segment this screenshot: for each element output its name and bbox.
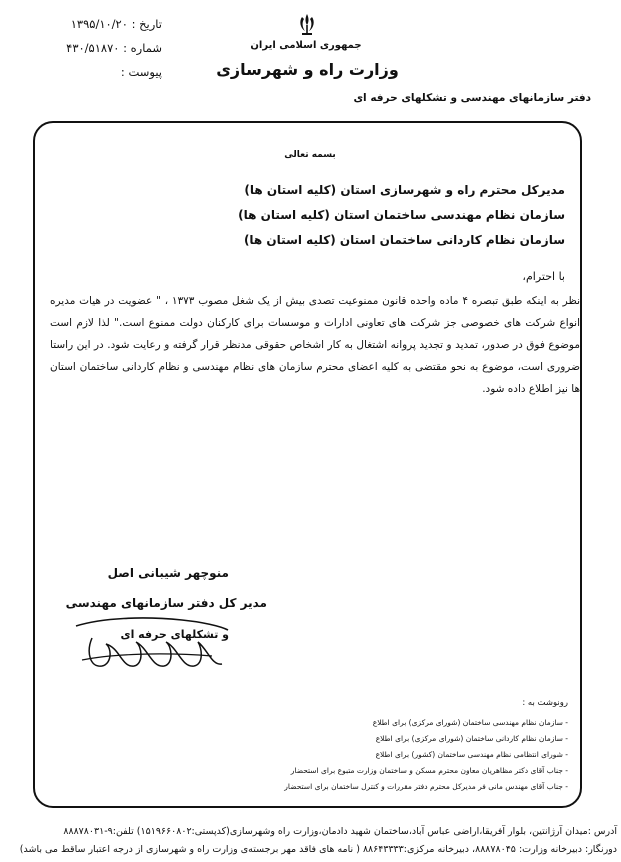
number-row <box>62 40 162 57</box>
office-title: دفتر سازمانهای مهندسی و تشکلهای حرفه ای <box>353 92 591 104</box>
handwritten-signature <box>72 608 232 678</box>
date-row <box>62 16 162 33</box>
salutation: با احترام، <box>522 270 565 283</box>
date-value: ۱۳۹۵/۱۰/۲۰ <box>70 17 128 31</box>
cc-item: - شورای انتظامی نظام مهندسی ساختمان (کشور) برای اطلاع <box>375 750 568 759</box>
republic-title: جمهوری اسلامی ایران <box>250 40 362 51</box>
number-label: شماره : <box>123 41 162 55</box>
cc-item: - سازمان نظام کاردانی ساختمان (شورای مرکزی) برای اطلاع <box>375 734 568 743</box>
footer-address: آدرس :میدان آرژانتین، بلوار آفریقا،اراضی عباس آباد،ساختمان شهید دادمان،وزارت راه وشهرسازی(کدپستی:۱۵۱۹۶۶۰۸۰۲) تلفن:۹-۸۸۸۷۸۰۳۱ <box>63 826 617 837</box>
signer-name: منوچهر شیبانی اصل <box>107 566 229 580</box>
date-label: تاریخ : <box>131 17 162 31</box>
iran-emblem-icon <box>296 12 318 38</box>
attachment-label: پیوست : <box>120 65 162 79</box>
ministry-title: وزارت راه و شهرسازی <box>216 60 399 79</box>
letter-body: نظر به اینکه طبق تبصره ۴ ماده واحده قانون ممنوعیت تصدی بیش از یک شغل مصوب ۱۳۷۳ ، " عضویت در هیات مدیره انواع شرکت های خصوصی جز شرکت های تعاونی ادارات و موسسات برای کارکنان دولت ممنوع است." لذا لازم است موضوع فوق در صدور، تمدید و تجدید پروانه اشتغال به کار اشخاص حقوقی مدنظر قرار گرفته و رعایت شود. در این راستا ضروری است، موضوع به نحو مقتضی به کلیه اعضای محترم سازمان های نظام مهندسی و نظام کاردانی ساختمان استان ها نیز اطلاع داده شود. <box>50 295 580 395</box>
basmala: بسمه تعالی <box>284 150 336 160</box>
signer-title: مدیر کل دفتر سازمانهای مهندسی <box>65 596 267 610</box>
footer-registry: دورنگار: دبیرخانه وزارت: ۸۸۸۷۸۰۴۵، دبیرخانه مرکزی:۸۸۶۴۳۳۳۳ ( نامه های فاقد مهر برجسته‌ی وزارت راه و شهرسازی از درجه اعتبار ساقط می باشد) <box>19 844 617 855</box>
signer-title-line2: و تشکلهای حرفه ای <box>120 628 229 641</box>
footer <box>4 823 617 859</box>
cc-item: - سازمان نظام مهندسی ساختمان (شورای مرکزی) برای اطلاع <box>372 718 568 727</box>
addressee-line: سازمان نظام مهندسی ساختمان استان (کلیه استان ها) <box>238 208 565 222</box>
cc-list <box>168 715 568 795</box>
addressee-line: مدیرکل محترم راه و شهرسازی استان (کلیه استان ها) <box>244 183 565 197</box>
cc-title: رونوشت به : <box>522 698 568 708</box>
number-value: ۴۳۰/۵۱۸۷۰ <box>66 41 120 55</box>
attachment-row <box>62 64 162 81</box>
cc-item: - جناب آقای مهندس مانی فر مدیرکل محترم دفتر مقررات و کنترل ساختمان برای استحضار <box>284 782 568 791</box>
addressee-line: سازمان نظام کاردانی ساختمان استان (کلیه استان ها) <box>243 233 565 247</box>
cc-item: - جناب آقای دکتر مظاهریان معاون محترم مسکن و ساختمان وزارت متبوع برای استحضار <box>290 766 568 775</box>
